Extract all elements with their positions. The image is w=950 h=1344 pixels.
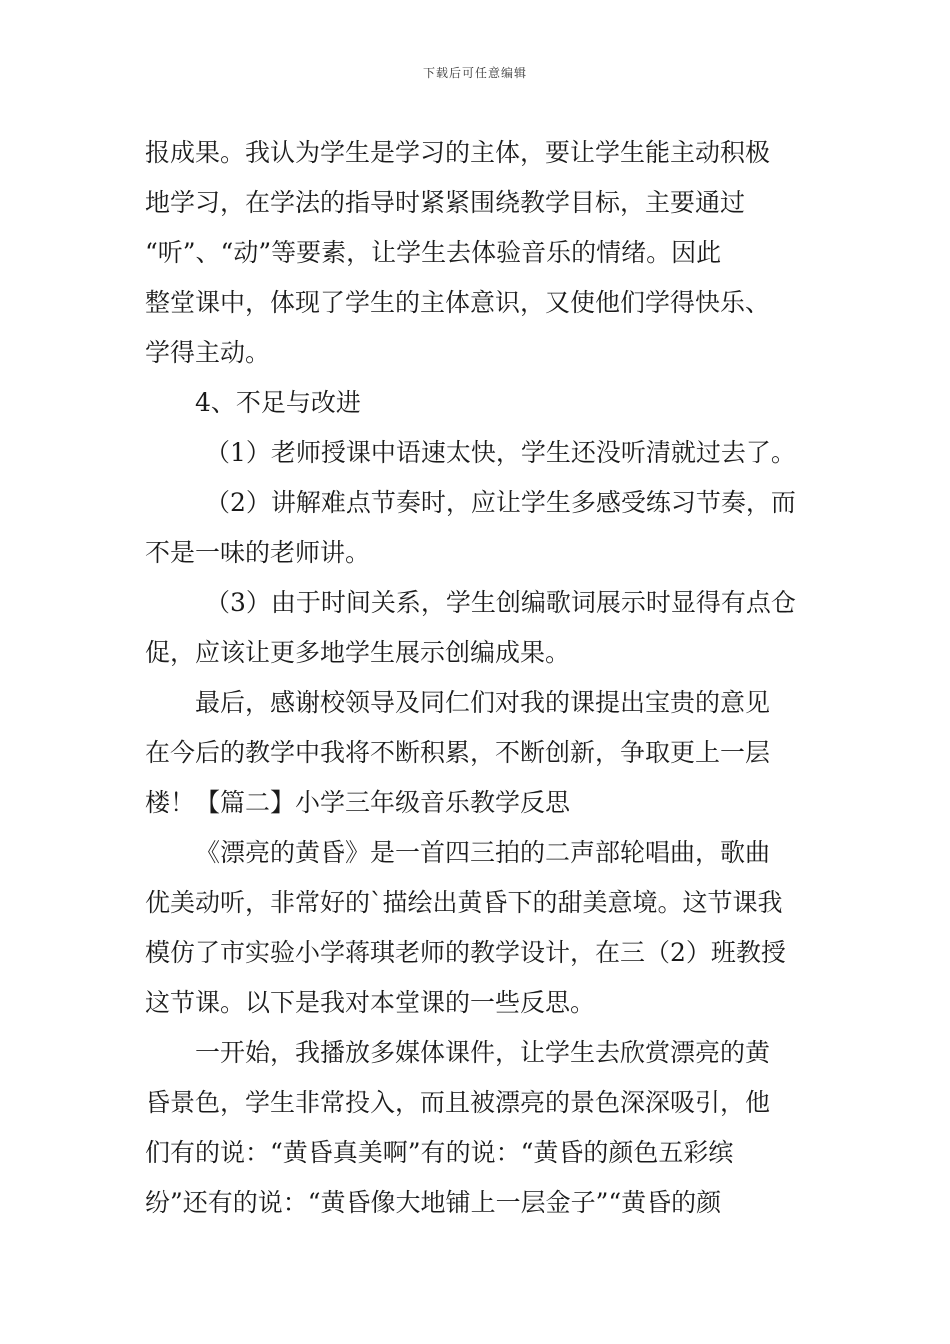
text-line: 模仿了市实验小学蒋琪老师的教学设计，在三（2）班教授 — [145, 938, 786, 967]
text-line: 《漂亮的黄昏》是一首四三拍的二声部轮唱曲，歌曲 — [195, 838, 771, 867]
text-line: 一开始，我播放多媒体课件，让学生去欣赏漂亮的黄 — [195, 1038, 771, 1067]
section-heading: 4、不足与改进 — [195, 388, 361, 417]
text-line: 优美动听，非常好的`描绘出黄昏下的甜美意境。这节课我 — [145, 888, 783, 917]
list-item: （3）由于时间关系，学生创编歌词展示时显得有点仓 — [205, 588, 796, 617]
text-line: 促，应该让更多地学生展示创编成果。 — [145, 638, 571, 667]
text-line: 不是一味的老师讲。 — [145, 538, 371, 567]
text-line: 学得主动。 — [145, 338, 271, 367]
text-line: 整堂课中，体现了学生的主体意识，又使他们学得快乐、 — [145, 288, 771, 317]
text-line: 地学习，在学法的指导时紧紧围绕教学目标，主要通过 — [145, 188, 746, 217]
text-line: 昏景色，学生非常投入，而且被漂亮的景色深深吸引，他 — [145, 1088, 771, 1117]
text-line: 这节课。以下是我对本堂课的一些反思。 — [145, 988, 596, 1017]
text-line: 们有的说：“黄昏真美啊”有的说：“黄昏的颜色五彩缤 — [145, 1138, 734, 1167]
list-item: （2）讲解难点节奏时，应让学生多感受练习节奏，而 — [205, 488, 796, 517]
body-text — [145, 128, 807, 1228]
text-line: 最后，感谢校领导及同仁们对我的课提出宝贵的意见 — [195, 688, 771, 717]
text-line: 在今后的教学中我将不断积累，不断创新，争取更上一层 — [145, 738, 771, 767]
text-line: 纷”还有的说：“黄昏像大地铺上一层金子”“黄昏的颜 — [145, 1188, 722, 1217]
list-item: （1）老师授课中语速太快，学生还没听清就过去了。 — [205, 438, 796, 467]
text-line: “听”、“动”等要素，让学生去体验音乐的情绪。因此 — [145, 238, 722, 267]
text-line: 楼！【篇二】小学三年级音乐教学反思 — [145, 788, 571, 817]
text-line: 报成果。我认为学生是学习的主体，要让学生能主动积极 — [145, 138, 771, 167]
page-header: 下载后可任意编辑 — [422, 66, 527, 80]
